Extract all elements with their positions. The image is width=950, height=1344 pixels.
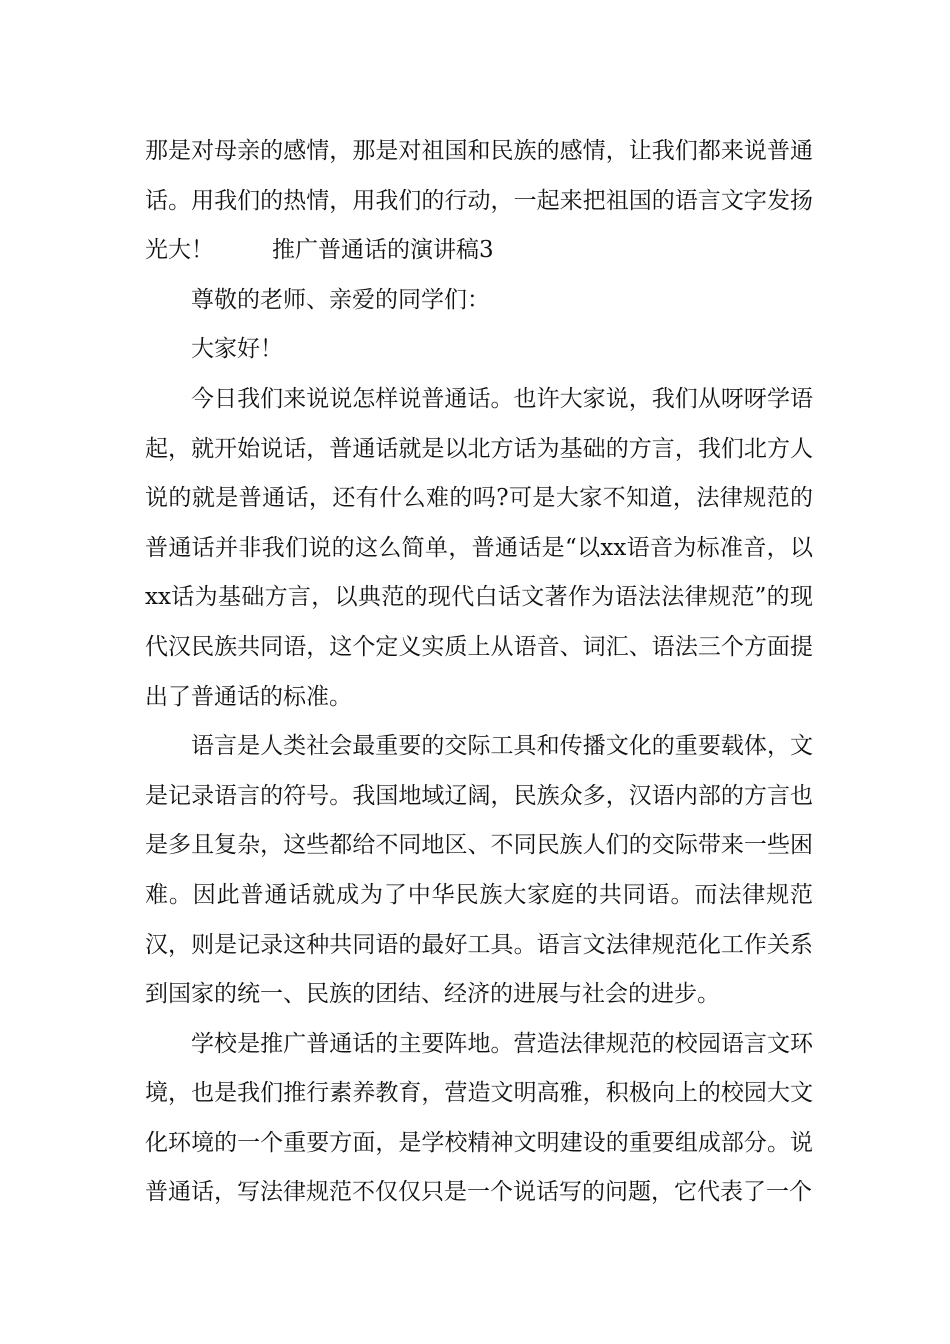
paragraph-salutation: 尊敬的老师、亲爱的同学们：	[191, 286, 490, 313]
paragraph-closing	[145, 127, 813, 276]
paragraph-greeting: 大家好！	[191, 336, 283, 363]
paragraph-body-2: 语言是人类社会最重要的交际工具和传播文化的重要载体，文是记录语言的符号。我国地域辽阔，民族众多，汉语内部的方言也是多且复杂，这些都给不同地区、不同民族人们的交际带来一些困难。因此普通话就成为了中华民族大家庭的共同语。而法律规范汉，则是记录这种共同语的最好工具。语言文法律规范化工作关系到国家的统一、民族的团结、经济的进展与社会的进步。	[145, 733, 813, 1008]
paragraph-body-3: 学校是推广普通话的主要阵地。营造法律规范的校园语言文环境，也是我们推行素养教育，营造文明高雅，积极向上的校园大文化环境的一个重要方面，是学校精神文明建设的重要组成部分。说普通话，写法律规范不仅仅只是一个说话写的问题，它代表了一个	[145, 1030, 813, 1206]
document-body	[145, 127, 813, 1218]
paragraph-body-1: 今日我们来说说怎样说普通话。也许大家说，我们从呀呀学语起，就开始说话，普通话就是以北方话为基础的方言，我们北方人说的就是普通话，还有什么难的吗?可是大家不知道，法律规范的普通话并非我们说的这么简单，普通话是“以xx语音为标准音，以xx话为基础方言，以典范的现代白话文著作为语法法律规范”的现代汉民族共同语，这个定义实质上从语音、词汇、语法三个方面提出了普通话的标准。	[145, 385, 813, 710]
paragraph-text: 那是对母亲的感情，那是对祖国和民族的感情，让我们都来说普通话。用我们的热情，用我们的行动，一起来把祖国的语言文字发扬光大！	[145, 138, 813, 264]
speech-title: 推广普通话的演讲稿3	[272, 237, 494, 264]
